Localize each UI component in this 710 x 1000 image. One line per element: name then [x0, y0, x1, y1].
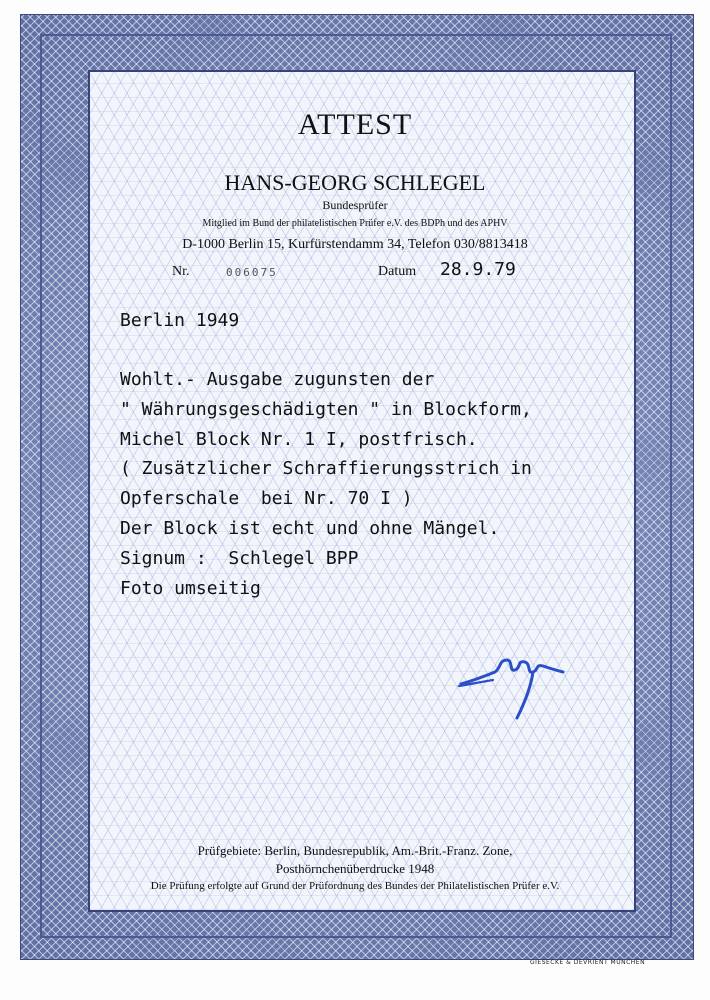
body-line: Opferschale bei Nr. 70 I ) — [120, 488, 413, 509]
membership-line: Mitglied im Bund der philatelistischen Prüfer e.V. des BDPh und des APHV — [202, 218, 508, 229]
body-line: " Währungsgeschädigten " in Blockform, — [120, 399, 532, 420]
body-line-location: Berlin 1949 — [120, 310, 240, 331]
body-line: Der Block ist echt und ohne Mängel. — [120, 518, 500, 539]
nr-label: Nr. — [172, 264, 190, 279]
body-line: Michel Block Nr. 1 I, postfrisch. — [120, 429, 478, 450]
printer-imprint: GIESECKE & DEVRIENT MÜNCHEN — [530, 959, 646, 966]
body-line: Wohlt.- Ausgabe zugunsten der — [120, 369, 435, 390]
datum-label: Datum — [378, 264, 417, 279]
handwritten-signature — [455, 650, 575, 725]
body-line: ( Zusätzlicher Schraffierungsstrich in — [120, 458, 532, 479]
body-line-photo-note: Foto umseitig — [120, 578, 261, 599]
body-line-signum: Signum : Schlegel BPP — [120, 548, 359, 569]
certificate-title: ATTEST — [297, 108, 413, 141]
nr-value: 006075 — [226, 266, 278, 279]
datum-value: 28.9.79 — [440, 259, 516, 280]
address-line: D-1000 Berlin 15, Kurfürstendamm 34, Telefon 030/8813418 — [182, 237, 528, 252]
footer-examination-areas-cont: Posthörnchenüberdrucke 1948 — [275, 861, 435, 876]
examiner-name: HANS-GEORG SCHLEGEL — [224, 170, 486, 195]
examiner-role: Bundesprüfer — [322, 198, 388, 212]
footer-examination-areas: Prüfgebiete: Berlin, Bundesrepublik, Am.-Brit.-Franz. Zone, — [197, 843, 513, 858]
footer-regulation-note: Die Prüfung erfolgte auf Grund der Prüfordnung des Bundes der Philatelistischen Prüfer e.V. — [150, 880, 560, 892]
